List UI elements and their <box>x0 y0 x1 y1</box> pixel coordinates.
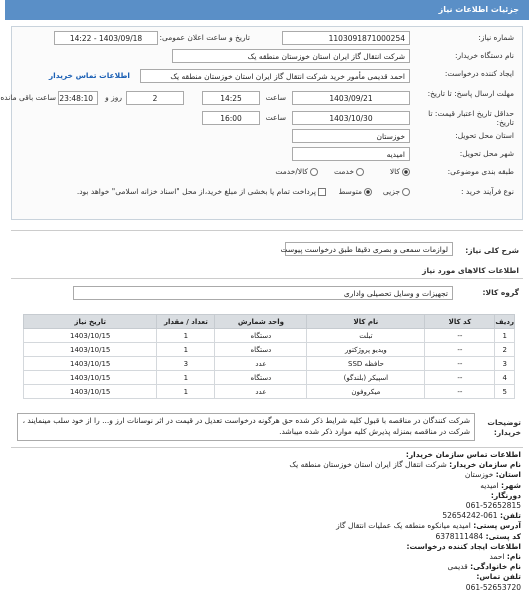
goods-table <box>23 314 515 399</box>
city-label: شهر محل تحویل: <box>459 149 514 158</box>
radio-icon[interactable] <box>364 188 372 196</box>
category-label: طبقه بندی موضوعی: <box>447 167 514 176</box>
table-cell: 1403/10/15 <box>24 329 157 343</box>
creator-phone-label: تلفن تماس: <box>476 572 521 582</box>
need-details-panel <box>0 26 523 220</box>
table-cell: عدد <box>215 385 307 399</box>
announce-field[interactable]: 1403/09/18 - 14:22 <box>54 31 158 45</box>
purchase-option-medium[interactable]: متوسط <box>338 187 372 196</box>
creator-phone-value: 061-52653720 <box>465 582 521 592</box>
table-cell: 3 <box>157 357 215 371</box>
column-header: واحد شمارش <box>215 315 307 329</box>
fax-label: دورنگار: <box>490 490 521 500</box>
column-header: تاریخ نیاز <box>24 315 157 329</box>
table-cell: 1403/10/15 <box>24 357 157 371</box>
purchase-option-minor[interactable]: جزیی <box>383 187 410 196</box>
radio-icon[interactable] <box>310 168 318 176</box>
buyer-contact-link[interactable]: اطلاعات تماس خریدار <box>48 71 130 80</box>
contact-province-label: استان: <box>495 470 521 480</box>
summary-field[interactable]: لوازمات سمعی و بصری دقیقا طبق درخواست پیوست <box>285 242 453 256</box>
table-cell: 3 <box>495 357 515 371</box>
table-cell: -- <box>425 371 495 385</box>
table-cell: دستگاه <box>215 329 307 343</box>
need-number-field[interactable]: 1103091871000254 <box>282 31 410 45</box>
postal-value: 6378111484 <box>435 531 484 541</box>
radio-icon[interactable] <box>402 168 410 176</box>
reply-time-field[interactable]: 14:25 <box>202 91 260 105</box>
table-cell: -- <box>425 357 495 371</box>
buyer-label: نام دستگاه خریدار: <box>454 51 514 60</box>
need-number-label: شماره نیاز: <box>478 33 514 42</box>
reply-deadline-label: مهلت ارسال پاسخ: تا تاریخ: <box>427 89 514 98</box>
table-cell: دستگاه <box>215 371 307 385</box>
table-cell: حافظه SSD <box>307 357 425 371</box>
table-row[interactable] <box>24 329 515 343</box>
table-header-row <box>24 315 515 329</box>
checkbox-icon[interactable] <box>318 188 326 196</box>
page-title: جزئیات اطلاعات نیاز <box>438 5 519 14</box>
purchase-label: نوع فرآیند خرید : <box>460 187 514 196</box>
table-cell: 1 <box>157 371 215 385</box>
table-row[interactable] <box>24 343 515 357</box>
payment-note[interactable]: پرداخت تمام یا بخشی از مبلغ خرید،از محل "اسناد خزانه اسلامی" خواهد بود. <box>77 187 326 196</box>
radio-icon[interactable] <box>402 188 410 196</box>
category-option-service[interactable]: خدمت <box>334 167 364 176</box>
contact-city-value: امیدیه <box>480 480 499 490</box>
buyer-notes-field[interactable]: شرکت کنندگان در مناقصه با قبول کلیه شرایط ذکر شده حق هرگونه درخواست تعدیل در قیمت در اثر نوسانات ارز و... را از خود سلب مینمایند ، شرکت در مناقصه بمنزله پذیرش کلیه موارد ذکر شده میباشد. <box>17 413 475 441</box>
name-label: نام: <box>506 552 521 562</box>
summary-label: شرح کلی نیاز: <box>465 246 519 255</box>
announce-label: تاریخ و ساعت اعلان عمومی: <box>159 33 250 42</box>
family-label: نام خانوادگی: <box>470 562 521 572</box>
reply-date-field[interactable]: 1403/09/21 <box>292 91 410 105</box>
divider <box>11 230 523 231</box>
remaining-time-field[interactable]: 23:48:10 <box>58 91 98 105</box>
contact-city-label: شهر: <box>501 480 521 490</box>
validity-time-field[interactable]: 16:00 <box>202 111 260 125</box>
phone-value: 061-52654242 <box>442 511 498 521</box>
table-cell: 1 <box>157 329 215 343</box>
table-cell: تبلت <box>307 329 425 343</box>
column-header: تعداد / مقدار <box>157 315 215 329</box>
name-value: احمد <box>489 552 505 562</box>
table-cell: -- <box>425 385 495 399</box>
column-header: نام کالا <box>307 315 425 329</box>
divider <box>11 447 523 448</box>
validity-date-field[interactable]: 1403/10/30 <box>292 111 410 125</box>
province-field[interactable]: خوزستان <box>292 129 410 143</box>
table-cell: 1403/10/15 <box>24 385 157 399</box>
org-label: نام سازمان خریدار: <box>449 460 521 470</box>
table-cell: عدد <box>215 357 307 371</box>
radio-icon[interactable] <box>356 168 364 176</box>
table-cell: -- <box>425 343 495 357</box>
creator-info-title: اطلاعات ایجاد کننده درخواست: <box>406 541 521 551</box>
table-row[interactable] <box>24 371 515 385</box>
table-cell: 4 <box>495 371 515 385</box>
phone-label: تلفن: <box>499 511 521 521</box>
validity-label: حداقل تاریخ اعتبار قیمت: تا تاریخ: <box>428 109 514 127</box>
table-row[interactable] <box>24 385 515 399</box>
buyer-field[interactable]: شرکت انتقال گاز ایران استان خوزستان منطقه یک <box>172 49 410 63</box>
goods-group-label: گروه کالا: <box>482 288 519 297</box>
table-cell: 1403/10/15 <box>24 371 157 385</box>
category-option-both[interactable]: کالا/خدمت <box>275 167 318 176</box>
validity-hour-label: ساعت <box>265 113 286 122</box>
day-label: روز و <box>105 93 122 102</box>
column-header: کد کالا <box>425 315 495 329</box>
goods-group-field[interactable]: تجهیزات و وسایل تحصیلی واداری <box>73 286 453 300</box>
buyer-notes-label: توضیحات خریدار: <box>487 418 521 437</box>
column-header: ردیف <box>495 315 515 329</box>
page-header <box>5 0 529 20</box>
divider <box>11 278 523 279</box>
creator-field[interactable]: احمد قدیمی مأمور خرید شرکت انتقال گاز ایران استان خوزستان منطقه یک <box>140 69 410 83</box>
table-cell: 1 <box>157 343 215 357</box>
remaining-label: ساعت باقی مانده <box>0 93 56 102</box>
city-field[interactable]: امیدیه <box>292 147 410 161</box>
table-cell: اسپیکر (بلندگو) <box>307 371 425 385</box>
address-label: آدرس پستی: <box>473 521 521 531</box>
fax-value: 061-52652815 <box>465 501 521 511</box>
table-row[interactable] <box>24 357 515 371</box>
table-cell: -- <box>425 329 495 343</box>
contact-province-value: خوزستان <box>464 470 494 480</box>
province-label: استان محل تحویل: <box>455 131 514 140</box>
family-value: قدیمی <box>447 562 468 572</box>
table-cell: میکروفون <box>307 385 425 399</box>
contact-title: اطلاعات تماس سازمان خریدار: <box>405 450 521 459</box>
table-cell: 5 <box>495 385 515 399</box>
table-cell: 2 <box>495 343 515 357</box>
postal-label: کد پستی: <box>485 531 521 541</box>
org-value: شرکت انتقال گاز ایران استان خوزستان منطقه یک <box>289 460 447 470</box>
category-option-goods[interactable]: کالا <box>390 167 410 176</box>
contact-section <box>289 450 521 593</box>
creator-label: ایجاد کننده درخواست: <box>444 69 514 78</box>
reply-hour-label: ساعت <box>265 93 286 102</box>
day-count-field[interactable]: 2 <box>126 91 184 105</box>
address-value: امیدیه میانکوه منطقه یک عملیات انتقال گاز <box>336 521 471 531</box>
table-cell: دستگاه <box>215 343 307 357</box>
table-cell: 1 <box>157 385 215 399</box>
table-cell: 1 <box>495 329 515 343</box>
table-cell: 1403/10/15 <box>24 343 157 357</box>
goods-section-title: اطلاعات کالاهای مورد نیاز <box>422 266 519 275</box>
table-cell: ویدیو پروژکتور <box>307 343 425 357</box>
